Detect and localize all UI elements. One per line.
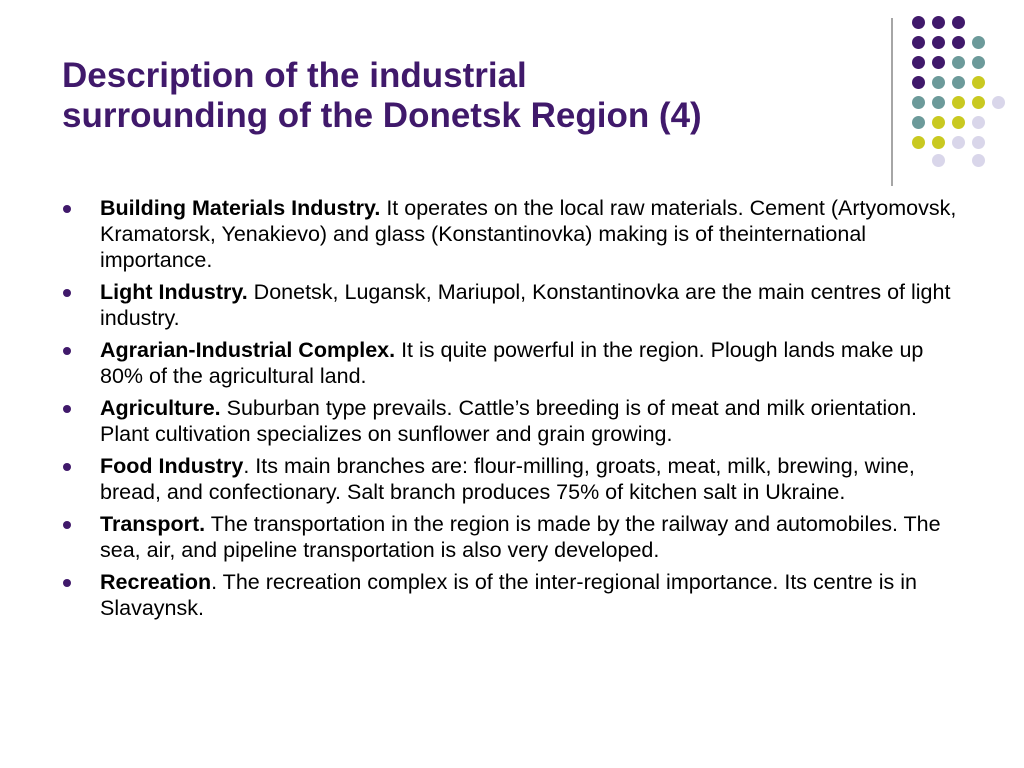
bullet-item (62, 511, 962, 563)
decorative-dot (952, 136, 965, 149)
decorative-dot (972, 96, 985, 109)
bullet-heading: Agrarian-Industrial Complex. (100, 338, 396, 362)
bullet-item (62, 195, 962, 273)
bullet-heading: Agriculture. (100, 396, 221, 420)
bullet-text: . Its main branches are: flour-milling, groats, meat, milk, brewing, wine, bread, and confectionary. Salt branch produces 75% of kitchen salt in Ukraine. (100, 454, 915, 504)
bullet-item (62, 395, 962, 447)
slide-title: Description of the industrial surrounding of the Donetsk Region (4) (62, 56, 702, 135)
title-divider (891, 18, 893, 186)
decorative-dot (932, 16, 945, 29)
decorative-dot (952, 36, 965, 49)
decorative-dot (912, 36, 925, 49)
bullet-dot-icon (63, 289, 71, 297)
bullet-item (62, 453, 962, 505)
bullet-item (62, 279, 962, 331)
bullet-heading: Recreation (100, 570, 212, 594)
decorative-dot (932, 36, 945, 49)
decorative-dot (952, 76, 965, 89)
bullet-text: It operates on the local raw materials. Cement (Artyomovsk, Kramatorsk, Yenakievo) and glass (Konstantinovka) making is of theinternational importance. (100, 196, 957, 272)
bullet-text: . The recreation complex is of the inter-regional importance. Its centre is in Slavaynsk. (100, 570, 917, 620)
decorative-dot (932, 76, 945, 89)
bullet-dot-icon (63, 521, 71, 529)
bullet-item (62, 569, 962, 621)
bullet-dot-icon (63, 463, 71, 471)
bullet-heading: Transport. (100, 512, 206, 536)
decorative-dot (952, 56, 965, 69)
decorative-dot (972, 154, 985, 167)
bullet-item (62, 337, 962, 389)
decorative-dot (932, 116, 945, 129)
decorative-dot (912, 76, 925, 89)
decorative-dot (912, 96, 925, 109)
decorative-dot (932, 56, 945, 69)
decorative-dot (932, 154, 945, 167)
decorative-dot (972, 136, 985, 149)
decorative-dot (992, 96, 1005, 109)
bullet-heading: Building Materials Industry. (100, 196, 381, 220)
decorative-dot (972, 76, 985, 89)
decorative-dot (912, 116, 925, 129)
bullet-text: It is quite powerful in the region. Plough lands make up 80% of the agricultural land. (100, 338, 924, 388)
decorative-dot (912, 56, 925, 69)
decorative-dot (952, 16, 965, 29)
bullet-text: Donetsk, Lugansk, Mariupol, Konstantinovka are the main centres of light industry. (100, 280, 951, 330)
decorative-dot (932, 96, 945, 109)
bullet-dot-icon (63, 405, 71, 413)
decorative-dot (912, 16, 925, 29)
decorative-dot (952, 96, 965, 109)
bullet-text: Suburban type prevails. Cattle’s breeding is of meat and milk orientation. Plant cultivation specializes on sunflower and grain growing. (100, 396, 918, 446)
decorative-dot (972, 116, 985, 129)
decorative-dot (932, 136, 945, 149)
bullet-heading: Food Industry (100, 454, 244, 478)
bullet-list (62, 195, 962, 627)
decorative-dot (952, 116, 965, 129)
bullet-dot-icon (63, 347, 71, 355)
bullet-dot-icon (63, 579, 71, 587)
bullet-text: The transportation in the region is made by the railway and automobiles. The sea, air, and pipeline transportation is also very developed. (100, 512, 941, 562)
bullet-dot-icon (63, 205, 71, 213)
bullet-heading: Light Industry. (100, 280, 248, 304)
decorative-dot (972, 36, 985, 49)
decorative-dot (912, 136, 925, 149)
decorative-dot (972, 56, 985, 69)
